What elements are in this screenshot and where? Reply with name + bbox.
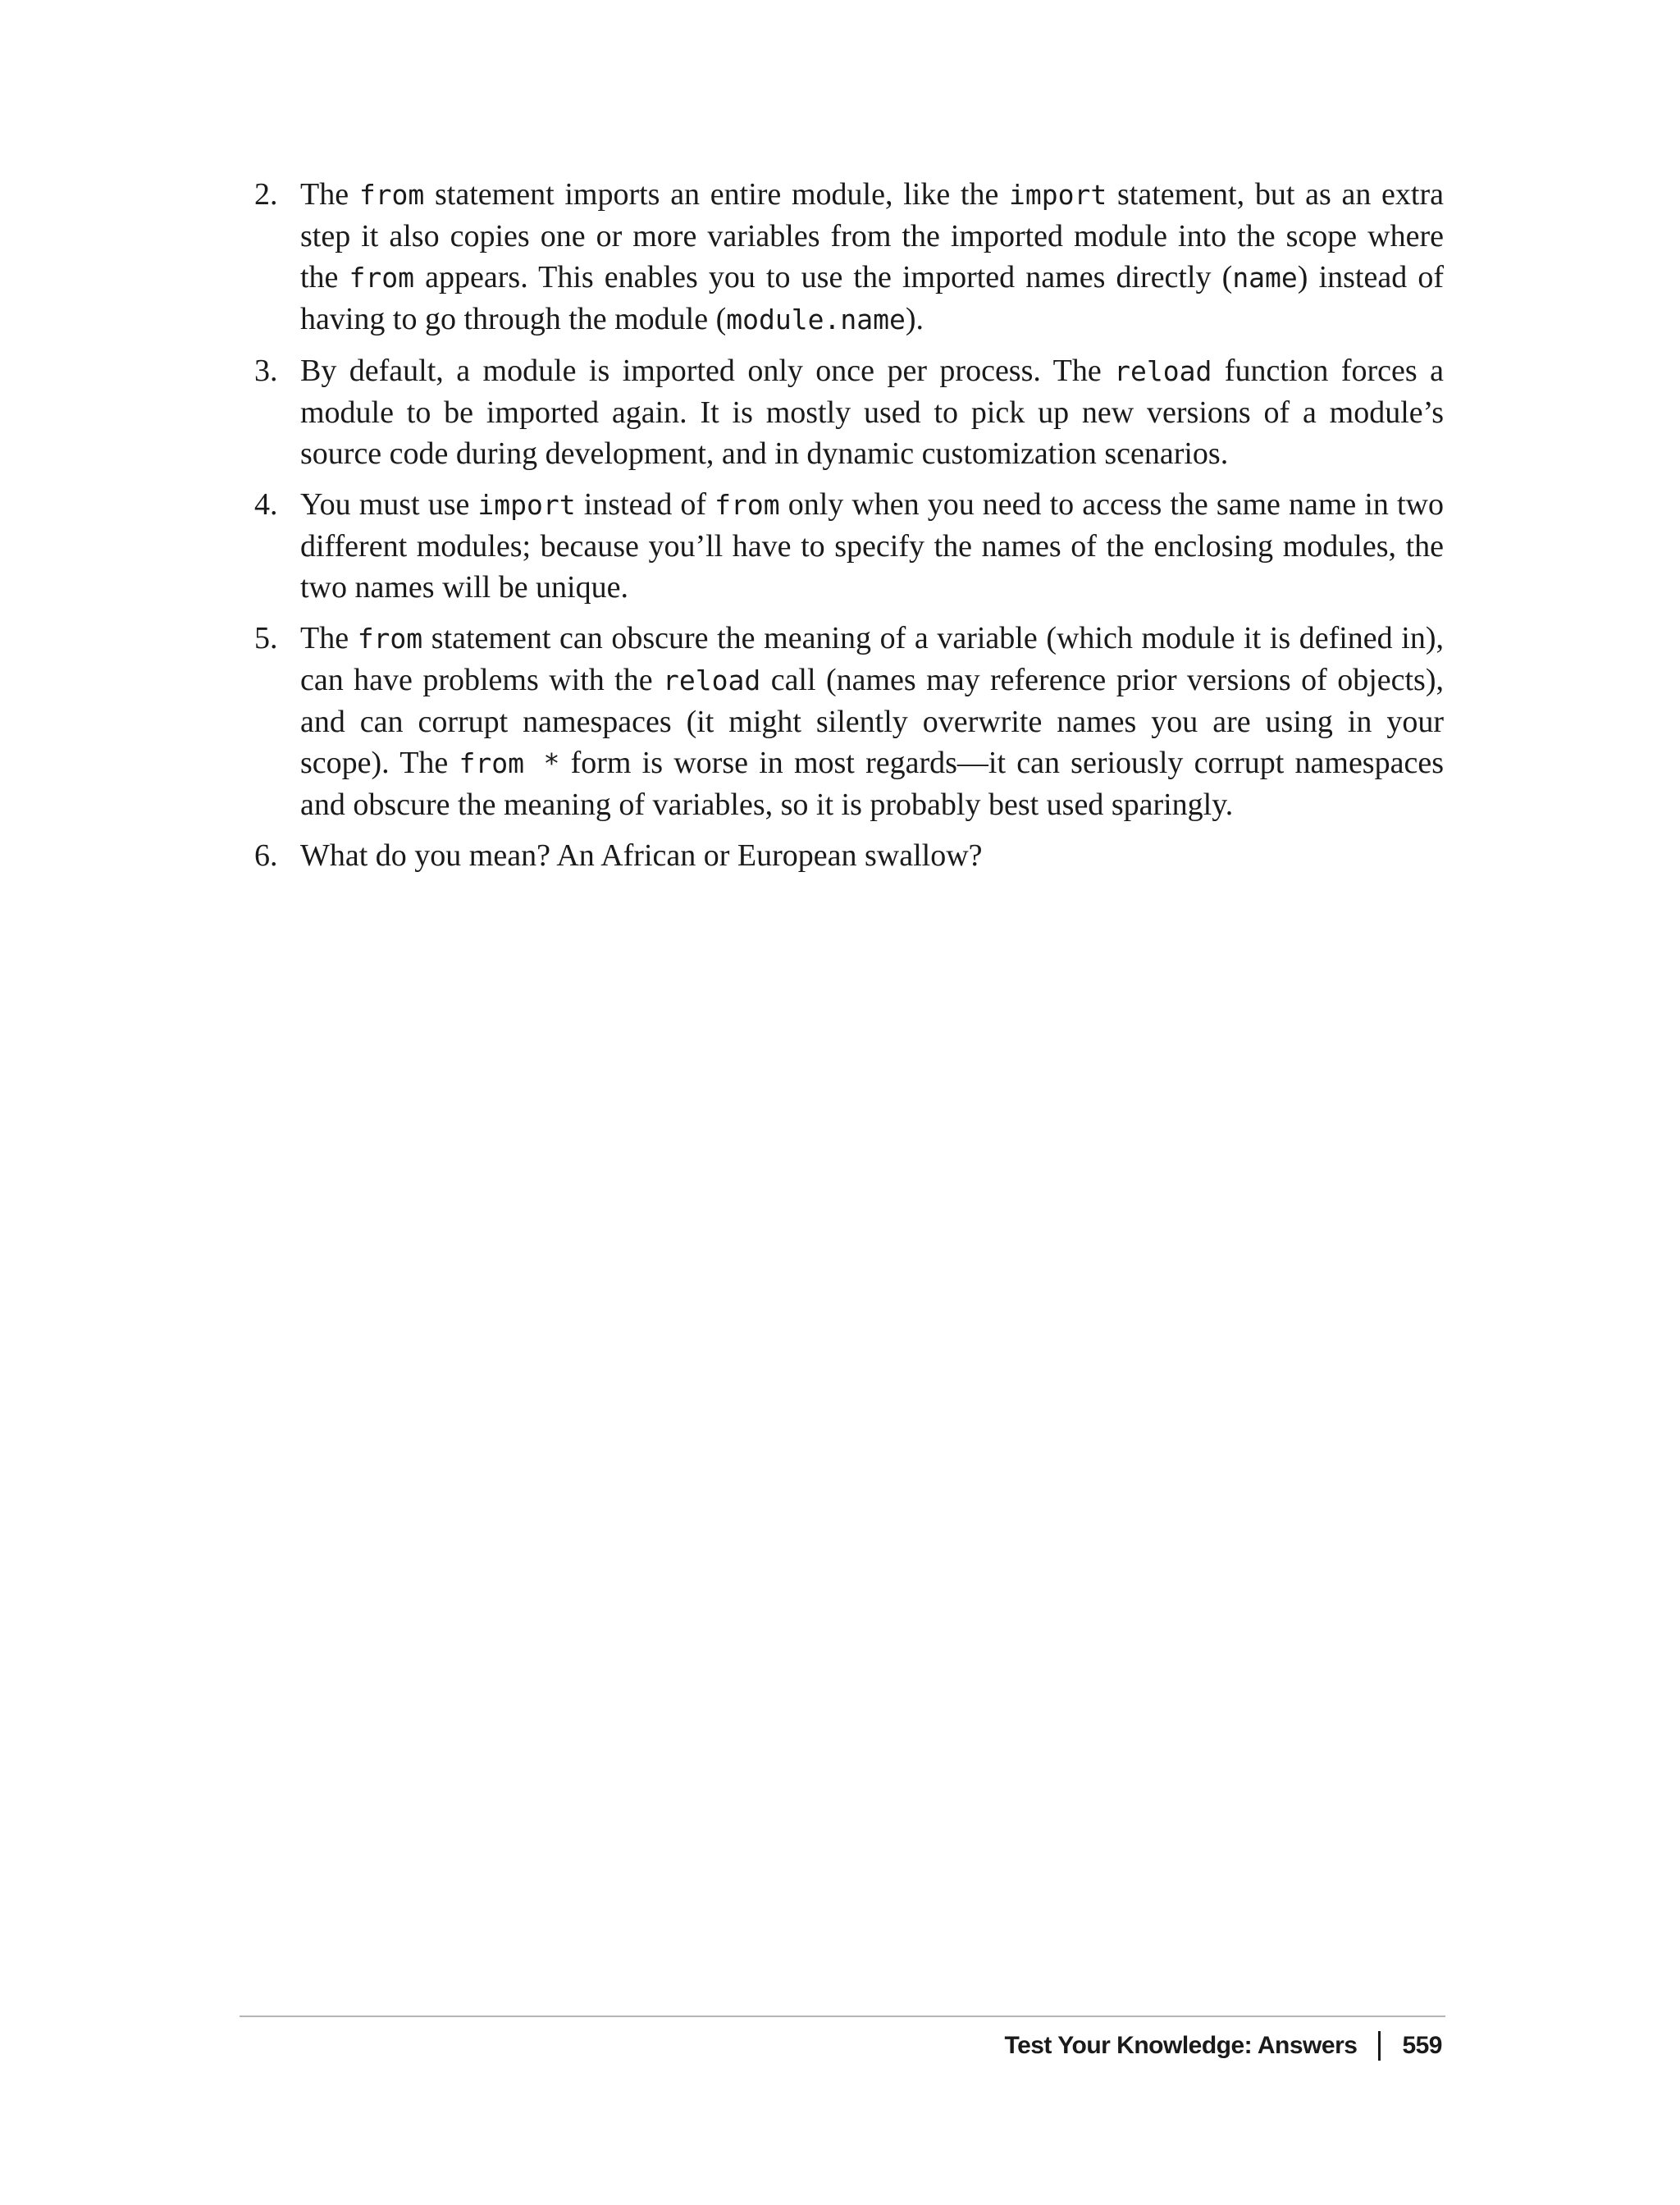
- answer-number: 5.: [254, 621, 278, 655]
- answer-number: 2.: [254, 177, 278, 212]
- text-run: You must use: [300, 487, 478, 522]
- text-run: statement can obscure the meaning of a variable (which module it is defined in), can have problems with the: [300, 621, 1444, 697]
- footer-divider: [240, 2016, 1445, 2017]
- code-inline: import: [1009, 179, 1107, 211]
- answer-text: [300, 838, 983, 873]
- text-run: By default, a module is imported only once per process. The: [300, 354, 1115, 388]
- answer-text: [300, 621, 1444, 822]
- text-run: appears. This enables you to use the imported names directly (: [414, 260, 1233, 294]
- answer-text: [300, 354, 1444, 471]
- answer-number: 6.: [254, 838, 278, 873]
- code-inline: from: [349, 262, 415, 294]
- answer-item-6: [254, 835, 1444, 876]
- text-run: What do you mean? An African or European swallow?: [300, 838, 983, 873]
- answer-number: 3.: [254, 354, 278, 388]
- answer-item-4: [254, 484, 1444, 608]
- answer-text: [300, 487, 1444, 605]
- answer-item-5: [254, 618, 1444, 825]
- code-inline: import: [477, 489, 576, 521]
- code-inline: reload: [1114, 355, 1212, 387]
- text-run: The: [300, 621, 358, 655]
- answer-item-2: [254, 174, 1444, 340]
- footer-separator: [1378, 2031, 1381, 2061]
- text-run: form is worse in most regards—it can seriously corrupt namespaces and obscure the meaning of variables, so it is probably best used sparingly.: [300, 746, 1444, 822]
- code-inline: from: [357, 623, 423, 655]
- code-inline: module.name: [726, 304, 906, 336]
- text-run: statement imports an entire module, like the: [424, 177, 1010, 212]
- page-number: 559: [1402, 2032, 1442, 2059]
- code-inline: name: [1232, 262, 1298, 294]
- answer-list: [254, 174, 1444, 886]
- text-run: ).: [905, 302, 924, 336]
- code-inline: from: [714, 489, 780, 521]
- answer-number: 4.: [254, 487, 278, 522]
- answer-text: [300, 177, 1444, 336]
- text-run: function forces a module to be imported again. It is mostly used to pick up new versions of a module’s source code during development, and in dynamic customization scenarios.: [300, 354, 1444, 471]
- page-footer: [1004, 2029, 1442, 2062]
- text-run: ) instead of having to go through the module (: [300, 260, 1444, 336]
- answer-item-3: [254, 350, 1444, 474]
- text-run: The: [300, 177, 359, 212]
- code-inline: from *: [459, 747, 560, 779]
- text-run: statement, but as an extra step it also copies one or more variables from the imported module into the scope where the: [300, 177, 1445, 294]
- code-inline: from: [358, 179, 425, 211]
- footer-section-title: Test Your Knowledge: Answers: [1004, 2032, 1358, 2059]
- text-run: instead of: [575, 487, 715, 522]
- text-run: only when you need to access the same name in two different modules; because you’ll have to specify the names of the enclosing modules, the two names will be unique.: [300, 487, 1444, 605]
- text-run: call (names may reference prior versions of objects), and can corrupt namespaces (it might silently overwrite names you are using in your scope). The: [300, 663, 1444, 780]
- code-inline: reload: [663, 664, 761, 696]
